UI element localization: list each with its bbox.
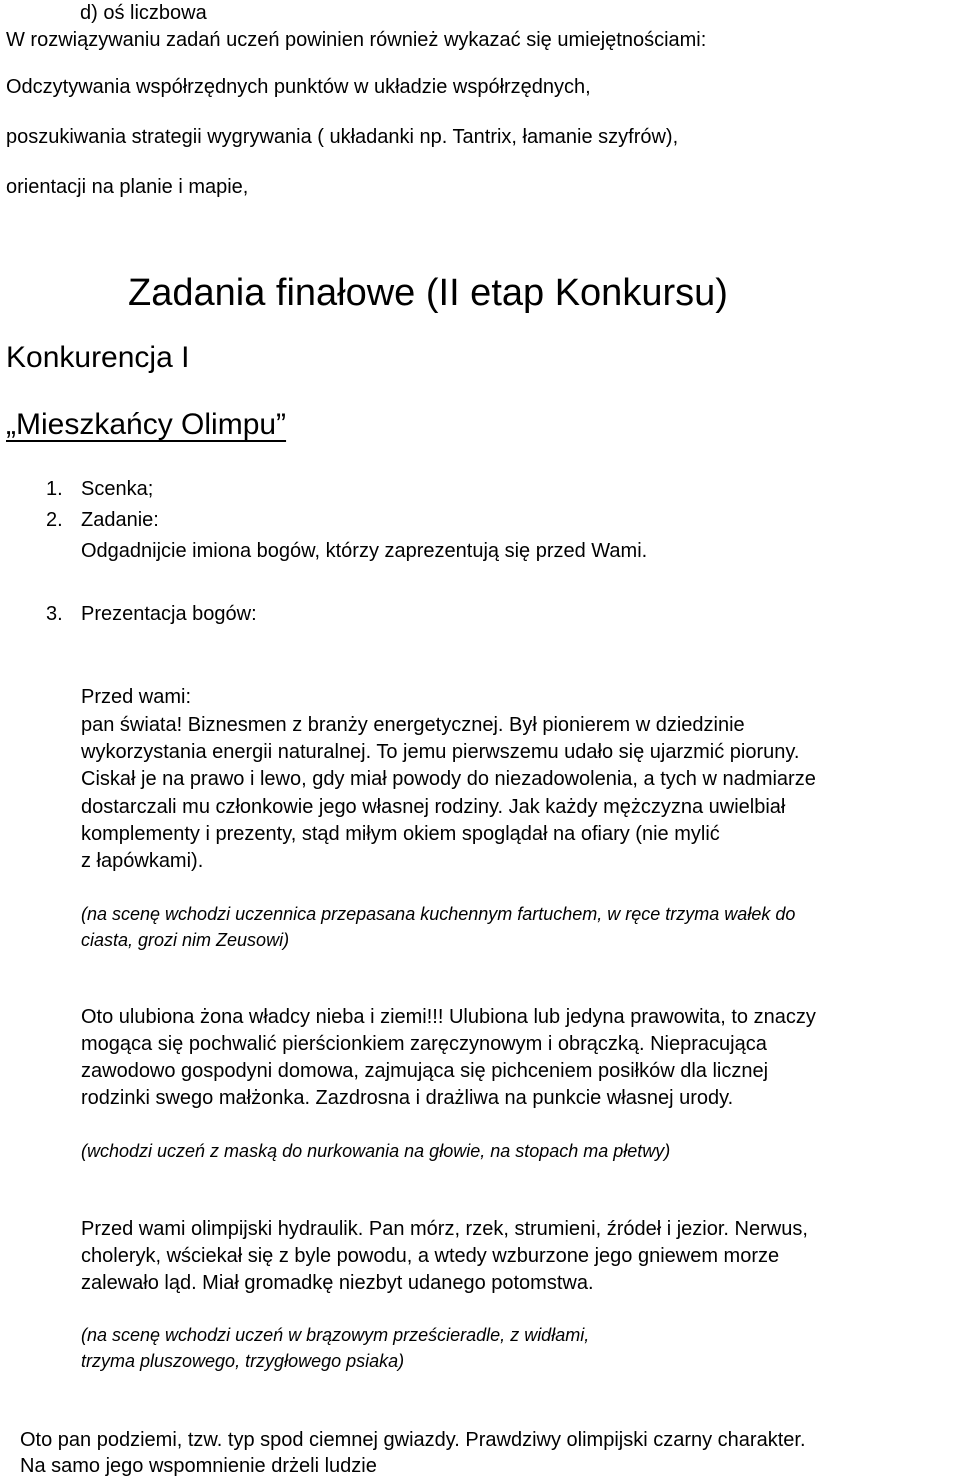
poseidon-line: choleryk, wściekał się z byle powodu, a wtedy wzburzone jego gniewem morze (81, 1245, 780, 1267)
skills-lead: W rozwiązywaniu zadań uczeń powinien również wykazać się umiejętnościami: (6, 29, 707, 51)
zeus-line: dostarczali mu członkowie jego własnej rodziny. Jak każdy mężczyzna uwielbiał (81, 796, 786, 818)
subtitle-heading: „Mieszkańcy Olimpu” (6, 408, 287, 441)
main-heading: Zadania finałowe (II etap Konkursu) (128, 272, 728, 314)
poseidon-line: zalewało ląd. Miał gromadkę niezbyt udanego potomstwa. (81, 1272, 594, 1294)
hera-line: rodzinki swego małżonka. Zazdrosna i drażliwa na punkcie własnej urody. (81, 1087, 734, 1109)
zeus-line: komplementy i prezenty, stąd miłym okiem spoglądał na ofiary (nie mylić (81, 823, 720, 845)
step-label: Prezentacja bogów: (81, 603, 257, 625)
zeus-line: pan świata! Biznesmen z branży energetycznej. Był pionierem w dziedzinie (81, 714, 745, 736)
zeus-line: wykorzystania energii naturalnej. To jemu pierwszemu udało się ujarzmić pioruny. (81, 741, 800, 763)
zeus-line: z łapówkami). (81, 850, 204, 872)
hera-line: zawodowo gospodyni domowa, zajmująca się pichceniem posiłków dla licznej (81, 1060, 769, 1082)
poseidon-line: Przed wami olimpijski hydraulik. Pan mórz, rzek, strumieni, źródeł i jezior. Nerwus, (81, 1218, 808, 1240)
step-number: 1. (46, 478, 63, 500)
step-number: 2. (46, 509, 63, 531)
intro-item-d: d) oś liczbowa (80, 2, 207, 24)
zeus-line: Ciskał je na prawo i lewo, gdy miał powody do niezadowolenia, a tych w nadmiarze (81, 768, 816, 790)
hera-line: Oto ulubiona żona władcy nieba i ziemi!!! Ulubiona lub jedyna prawowita, to znaczy (81, 1006, 816, 1028)
hades-line: Oto pan podziemi, tzw. typ spod ciemnej gwiazdy. Prawdziwy olimpijski czarny charakter. (20, 1429, 806, 1451)
stage-direction: (na scenę wchodzi uczennica przepasana kuchennym fartuchem, w ręce trzyma wałek do (81, 904, 796, 924)
hera-line: mogąca się pochwalić pierścionkiem zaręczynowym i obrączką. Niepracująca (81, 1033, 767, 1055)
step-number: 3. (46, 603, 63, 625)
before-you-label: Przed wami: (81, 686, 192, 708)
stage-direction: trzyma pluszowego, trzygłowego psiaka) (81, 1351, 405, 1371)
skill-2: poszukiwania strategii wygrywania ( układanki np. Tantrix, łamanie szyfrów), (6, 126, 679, 148)
step-label: Zadanie: (81, 509, 159, 531)
hades-line: Na samo jego wspomnienie drżeli ludzie (20, 1455, 377, 1477)
stage-direction: ciasta, grozi nim Zeusowi) (81, 930, 290, 950)
skill-1: Odczytywania współrzędnych punktów w układzie współrzędnych, (6, 76, 591, 98)
competition-heading: Konkurencja I (6, 341, 190, 374)
stage-direction: (na scenę wchodzi uczeń w brązowym prześcieradle, z widłami, (81, 1325, 590, 1345)
stage-direction: (wchodzi uczeń z maską do nurkowania na głowie, na stopach ma płetwy) (81, 1141, 671, 1161)
skill-3: orientacji na planie i mapie, (6, 176, 249, 198)
task-text: Odgadnijcie imiona bogów, którzy zaprezentują się przed Wami. (81, 540, 648, 562)
step-label: Scenka; (81, 478, 154, 500)
